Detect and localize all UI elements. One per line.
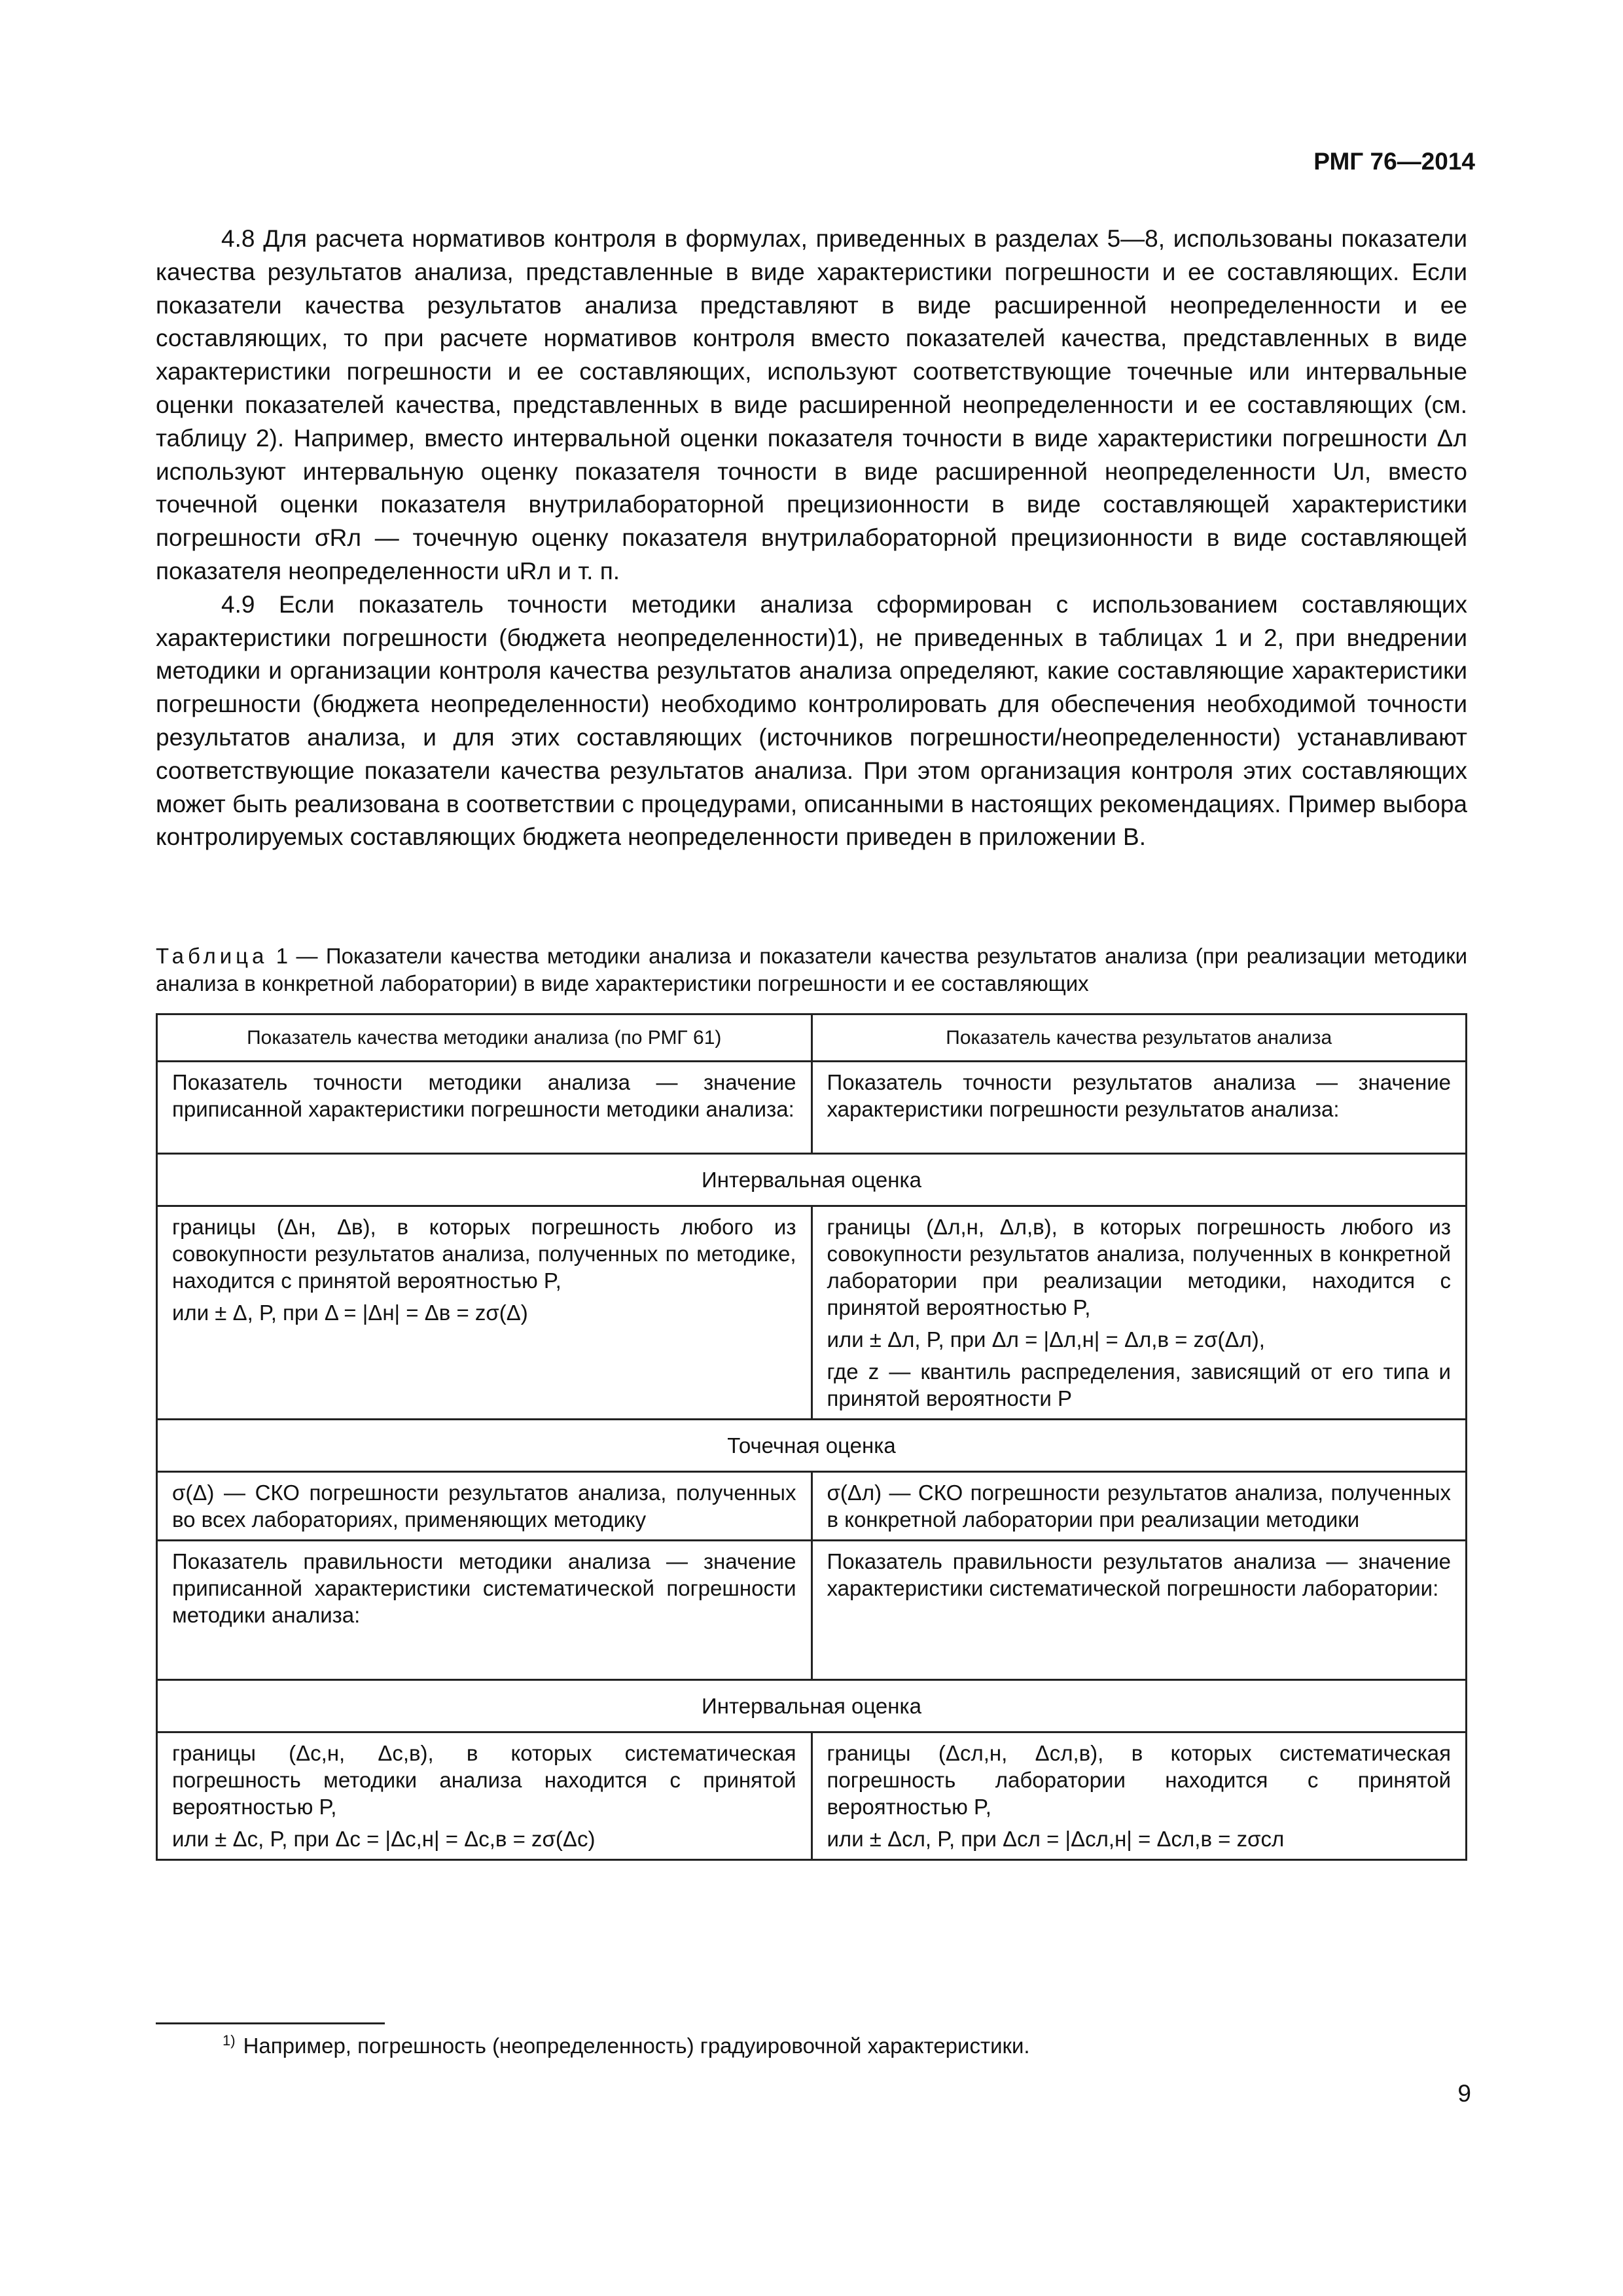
section-heading-interval: Интервальная оценка — [157, 1154, 1467, 1206]
section-heading-point: Точечная оценка — [157, 1420, 1467, 1472]
table-caption-label: Таблица — [156, 944, 268, 968]
cell-formula: или ± Δс, P, при Δс = |Δс,н| = Δс,в = zσ(Δс) — [172, 1827, 596, 1851]
table-section-row — [157, 1680, 1467, 1732]
cell-text: границы (Δсл,н, Δсл,в), в которых систематическая погрешность лаборатории находится с принятой вероятностью P, — [827, 1741, 1451, 1819]
table-row — [157, 1472, 1467, 1541]
table-cell — [157, 1732, 812, 1860]
table-header-row — [157, 1014, 1467, 1062]
page-number: 9 — [1457, 2080, 1471, 2107]
table-section-row — [157, 1154, 1467, 1206]
table-cell: Показатель правильности методики анализа — значение приписанной характеристики систематической погрешности методики анализа: — [157, 1541, 812, 1680]
cell-text: где z — квантиль распределения, зависящий от его типа и принятой вероятности P — [827, 1359, 1451, 1410]
table-cell: Показатель точности методики анализа — значение приписанной характеристики погрешности методики анализа: — [157, 1062, 812, 1154]
footnote-text: Например, погрешность (неопределенность) градуировочной характеристики. — [243, 2034, 1030, 2058]
table-row — [157, 1732, 1467, 1860]
footnote-divider — [156, 2022, 385, 2024]
table-cell: Показатель точности результатов анализа — значение характеристики погрешности результатов анализа: — [812, 1062, 1467, 1154]
section-heading-interval: Интервальная оценка — [157, 1680, 1467, 1732]
footnote-mark: 1) — [223, 2032, 236, 2049]
cell-text: границы (Δн, Δв), в которых погрешность любого из совокупности результатов анализа, полученных по методике, находится с принятой вероятностью P, — [172, 1215, 796, 1293]
table-cell: σ(Δл) — СКО погрешности результатов анализа, полученных в конкретной лаборатории при реализации методики — [812, 1472, 1467, 1541]
cell-text: границы (Δс,н, Δс,в), в которых систематическая погрешность методики анализа находится с принятой вероятностью P, — [172, 1741, 796, 1819]
table-caption — [156, 942, 1467, 997]
body-text — [156, 223, 1467, 854]
table-caption-text: 1 — Показатели качества методики анализа и показатели качества результатов анализа (при реализации методики анализа в конкретной лаборатории) в виде характеристики погрешности и ее составляющих — [156, 944, 1467, 996]
cell-text: границы (Δл,н, Δл,в), в которых погрешность любого из совокупности результатов анализа, полученных в конкретной лаборатории при реализации методики, находится с принятой вероятностью P, — [827, 1215, 1451, 1319]
document-code: РМГ 76—2014 — [1313, 148, 1475, 175]
quality-indicators-table — [156, 1013, 1467, 1861]
cell-formula: или ± Δл, P, при Δл = |Δл,н| = Δл,в = zσ(Δл), — [827, 1327, 1265, 1352]
column-header-method: Показатель качества методики анализа (по РМГ 61) — [157, 1014, 812, 1062]
paragraph-4-8: 4.8 Для расчета нормативов контроля в формулах, приведенных в разделах 5—8, использованы показатели качества результатов анализа, представленные в виде характеристики погрешности и ее составляющих. Если показатели качества результатов анализа представляют в виде расширенной неопределенности и ее составляющих, то при расчете нормативов контроля вместо показателей качества, представленных в виде характеристики погрешности и ее составляющих, используют соответствующие точечные или интервальные оценки показателей качества, представленных в виде расширенной неопределенности и ее составляющих (см. таблицу 2). Например, вместо интервальной оценки показателя точности в виде характеристики погрешности Δл используют интервальную оценку показателя точности в виде расширенной неопределенности Uл, вместо точечной оценки показателя внутрилабораторной прецизионности в виде составляющей характеристики погрешности σRл — точечную оценку показателя внутрилабораторной прецизионности в виде составляющей показателя неопределенности uRл и т. п. — [156, 225, 1467, 584]
footnote — [223, 2032, 1030, 2058]
table-cell: Показатель правильности результатов анализа — значение характеристики систематической погрешности лаборатории: — [812, 1541, 1467, 1680]
paragraph-4-9: 4.9 Если показатель точности методики анализа сформирован с использованием составляющих характеристики погрешности (бюджета неопределенности)1), не приведенных в таблицах 1 и 2, при внедрении методики и организации контроля качества результатов анализа определяют, какие составляющие характеристики погрешности (бюджета неопределенности) необходимо контролировать для обеспечения необходимой точности результатов анализа, и для этих составляющих (источников погрешности/неопределенности) устанавливают соответствующие показатели качества результатов анализа. При этом организация контроля этих составляющих может быть реализована в соответствии с процедурами, описанными в настоящих рекомендациях. Пример выбора контролируемых составляющих бюджета неопределенности приведен в приложении В. — [156, 590, 1467, 851]
table-row — [157, 1062, 1467, 1154]
cell-formula: или ± Δсл, P, при Δсл = |Δсл,н| = Δсл,в = zσсл — [827, 1827, 1285, 1851]
table-cell — [812, 1732, 1467, 1860]
table-row — [157, 1206, 1467, 1420]
table-cell — [157, 1206, 812, 1420]
table-section-row — [157, 1420, 1467, 1472]
column-header-results: Показатель качества результатов анализа — [812, 1014, 1467, 1062]
table-row — [157, 1541, 1467, 1680]
table-cell: σ(Δ) — СКО погрешности результатов анализа, полученных во всех лабораториях, применяющих методику — [157, 1472, 812, 1541]
table-cell — [812, 1206, 1467, 1420]
cell-formula: или ± Δ, P, при Δ = |Δн| = Δв = zσ(Δ) — [172, 1300, 528, 1325]
